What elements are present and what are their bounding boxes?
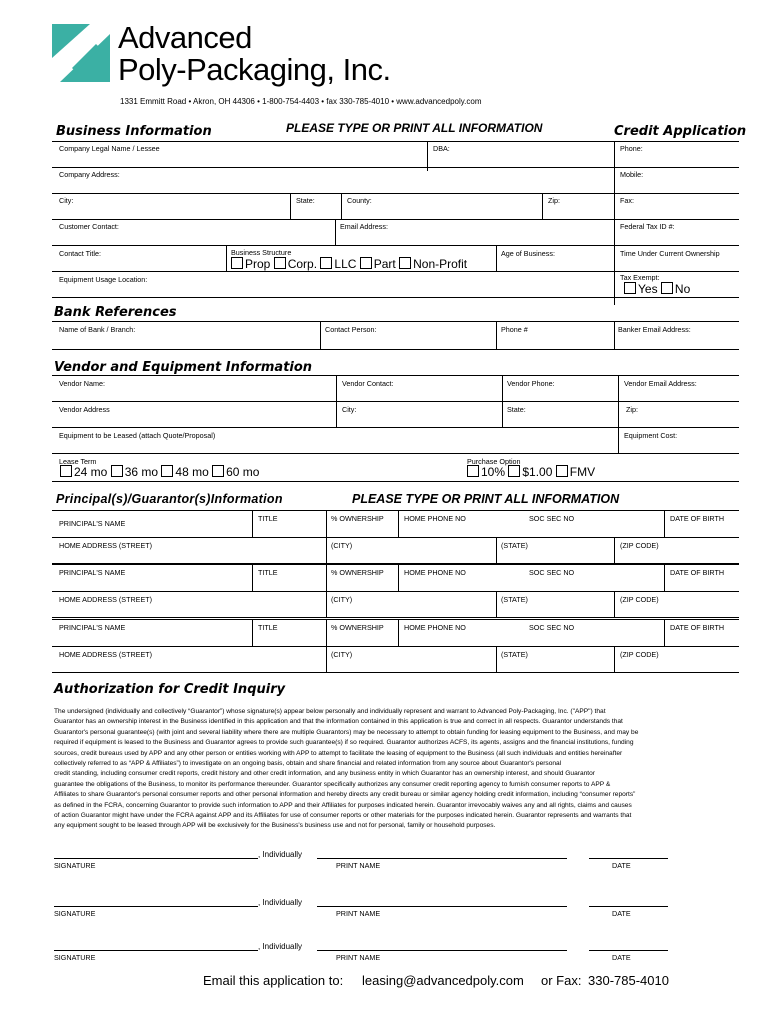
signature-label: SIGNATURE [54,953,96,962]
state-label: State: [296,196,315,205]
tax-exempt-label: Tax Exempt: [620,273,660,282]
authorization-line: any equipment sought to be leased through APP will be exclusively for the Business's business use and not for personal, family or household purposes. [54,822,496,830]
credit-application-header: Credit Application [614,124,747,139]
structure-nonprofit-checkbox[interactable]: Non-Profit [399,257,467,271]
principal-home-phone-label: HOME PHONE NO [404,623,466,632]
authorization-line: as defined in the FCRA, concerning Guarantor to provide such information to APP and their Affiliates for purposes indicated herein. Guarantor irrevocably waives any and all rights, claims and causes [54,801,632,809]
vendor-contact-label: Vendor Contact: [342,379,394,388]
principal-home-phone-label: HOME PHONE NO [404,568,466,577]
principals-header: Principal(s)/Guarantor(s)Information [56,492,283,506]
company-name-line1: Advanced [118,20,252,55]
principal-name-label: PRINCIPAL'S NAME [59,519,126,528]
vendor-city-label: City: [342,405,357,414]
tax-exempt-yes-checkbox[interactable]: Yes [624,282,658,296]
equipment-cost-label: Equipment Cost: [624,431,678,440]
authorization-line: Guarantor has an ownership interest in the Business identified in this application and that the information contained in this application is true and correct in all respects. Guarantor understands that [54,718,623,726]
principal-name-label: PRINCIPAL'S NAME [59,623,126,632]
principal-zip-label: (ZIP CODE) [620,541,659,550]
business-structure-label: Business Structure [231,248,292,257]
principal-soc-sec-label: SOC SEC NO [529,623,575,632]
authorization-header: Authorization for Credit Inquiry [54,682,286,697]
footer-fax-label: or Fax: [541,973,582,988]
dba-label: DBA: [433,144,450,153]
principal-dob-label: DATE OF BIRTH [670,623,725,632]
authorization-line: The undersigned (individually and collectively “Guarantor”) whose signature(s) appear below personally and individually represent and warrant to Advanced Poly-Packaging, Inc. ("APP") that [54,708,606,715]
email-address-label: Email Address: [340,222,388,231]
principal-state-label: (STATE) [501,541,528,550]
structure-corp-checkbox[interactable]: Corp. [274,257,317,271]
authorization-line: credit standing, including consumer credit reports, credit history and other credit information, and any business entity in which Guarantor has an ownership interest, and should Guarantor [54,770,595,778]
zip-label: Zip: [548,196,560,205]
principal-soc-sec-label: SOC SEC NO [529,568,575,577]
principal-title-label: TITLE [258,568,278,577]
authorization-line: Guarantor's personal guarantee(s) (with joint and several liability where there are multiple Guarantors) may be necessary to attempt to obtain funding for leasing equipment to the Business, and may be [54,728,639,736]
contact-title-label: Contact Title: [59,249,101,258]
company-logo [52,24,112,84]
vendor-name-label: Vendor Name: [59,379,105,388]
authorization-line: required if equipment is leased to the Business and Guarantor agrees to provide such guarantee(s) if so required. Guarantor authorizes ACFS, its agents, assigns and the financial institutions, funding [54,739,634,747]
footer-email-label: Email this application to: [203,973,344,988]
individually-label: , Individually [258,850,303,859]
please-type-header-2: PLEASE TYPE OR PRINT ALL INFORMATION [352,492,620,506]
purchase-option-label: Purchase Option [467,457,521,466]
principal-title-label: TITLE [258,514,278,523]
individually-label: , Individually [258,898,303,907]
principal-soc-sec-label: SOC SEC NO [529,514,575,523]
principal-zip-label: (ZIP CODE) [620,595,659,604]
banker-email-label: Banker Email Address: [618,325,691,334]
authorization-paragraph [54,707,734,832]
principal-city-label: (CITY) [331,541,353,550]
authorization-line: guarantee the obligations of the Business, to monitor its performance thereunder. Guarantor specifically authorizes any consumer credit reporting agency to furnish consumer reports to APP & [54,780,611,788]
principal-ownership-label: % OWNERSHIP [331,514,384,523]
principal-home-address-label: HOME ADDRESS (STREET) [59,541,153,550]
footer-fax-value: 330-785-4010 [588,973,669,988]
print-name-line[interactable] [317,858,567,859]
purchase-10-checkbox[interactable]: 10% [467,465,505,479]
tax-exempt-no-checkbox[interactable]: No [661,282,690,296]
principal-ownership-label: % OWNERSHIP [331,568,384,577]
principal-title-label: TITLE [258,623,278,632]
print-name-line[interactable] [317,950,567,951]
date-label: DATE [612,861,631,870]
signature-label: SIGNATURE [54,861,96,870]
signature-label: SIGNATURE [54,909,96,918]
equipment-leased-label: Equipment to be Leased (attach Quote/Proposal) [59,431,216,440]
business-information-header: Business Information [56,124,212,139]
principal-state-label: (STATE) [501,595,528,604]
lease-term-label: Lease Term [59,457,97,466]
authorization-line: sources, credit bureaus used by APP and any other person or entities working with APP to attempt to facilitate the leasing of equipment to the Business (all such individuals and entities hereinafter [54,749,623,757]
principal-city-label: (CITY) [331,595,353,604]
bank-phone-label: Phone # [501,325,528,334]
county-label: County: [347,196,372,205]
principal-zip-label: (ZIP CODE) [620,650,659,659]
print-name-label: PRINT NAME [336,909,381,918]
phone-label: Phone: [620,144,643,153]
principal-dob-label: DATE OF BIRTH [670,514,725,523]
bank-contact-person-label: Contact Person: [325,325,377,334]
authorization-line: of action Guarantor might have under the FCRA against APP and its Affiliates for use of consumer reports or other materials for the purposes indicated herein. Guarantor represents and warrants that [54,812,632,820]
equipment-usage-location-label: Equipment Usage Location: [59,275,148,284]
please-type-header: PLEASE TYPE OR PRINT ALL INFORMATION [286,121,543,135]
principal-home-address-label: HOME ADDRESS (STREET) [59,595,153,604]
lease-24-checkbox[interactable]: 24 mo [60,465,107,479]
principal-dob-label: DATE OF BIRTH [670,568,725,577]
principal-city-label: (CITY) [331,650,353,659]
authorization-line: Affiliates to share Guarantor's personal consumer reports and other personal information and hereby directs any credit bureau or similar agency holding credit information, including “consumer reports” [54,791,636,799]
fax-label: Fax: [620,196,634,205]
lease-60-checkbox[interactable]: 60 mo [212,465,259,479]
structure-prop-checkbox[interactable]: Prop [231,257,270,271]
date-line[interactable] [589,950,668,951]
logo-mark-icon [52,24,112,84]
lease-48-checkbox[interactable]: 48 mo [161,465,208,479]
structure-llc-checkbox[interactable]: LLC [320,257,356,271]
company-address-line: 1331 Emmitt Road • Akron, OH 44306 • 1-800-754-4403 • fax 330-785-4010 • www.advancedpoly.com [120,97,482,106]
mobile-label: Mobile: [620,170,644,179]
principal-state-label: (STATE) [501,650,528,659]
vendor-email-label: Vendor Email Address: [624,379,697,388]
bank-references-header: Bank References [54,305,177,320]
lease-term-options [60,465,259,479]
footer-email-value[interactable]: leasing@advancedpoly.com [362,973,524,988]
federal-tax-id-label: Federal Tax ID #: [620,222,675,231]
legal-name-label: Company Legal Name / Lessee [59,144,160,153]
city-label: City: [59,196,74,205]
purchase-fmv-checkbox[interactable]: FMV [556,465,595,479]
purchase-1dollar-checkbox[interactable]: $1.00 [508,465,552,479]
bank-name-label: Name of Bank / Branch: [59,325,136,334]
date-line[interactable] [589,858,668,859]
age-of-business-label: Age of Business: [501,249,555,258]
structure-part-checkbox[interactable]: Part [360,257,396,271]
print-name-line[interactable] [317,906,567,907]
individually-label: , Individually [258,942,303,951]
date-label: DATE [612,953,631,962]
principal-name-label: PRINCIPAL'S NAME [59,568,126,577]
customer-contact-label: Customer Contact: [59,222,119,231]
company-address-label: Company Address: [59,170,120,179]
signature-line[interactable] [54,950,258,951]
vendor-address-label: Vendor Address [59,405,110,414]
structure-options [231,257,467,271]
authorization-line: collectively referred to as “APP & Affiliates”) to investigate on an ongoing basis, obtain and share financial and related information from any source about Guarantor's personal [54,760,562,768]
vendor-zip-label: Zip: [626,405,638,414]
vendor-equipment-header: Vendor and Equipment Information [54,360,313,375]
lease-36-checkbox[interactable]: 36 mo [111,465,158,479]
print-name-label: PRINT NAME [336,953,381,962]
time-under-ownership-label: Time Under Current Ownership [620,249,720,258]
vendor-phone-label: Vendor Phone: [507,379,555,388]
signature-line[interactable] [54,906,258,907]
purchase-options [467,465,595,479]
tax-exempt-options [624,282,690,296]
company-name-line2: Poly-Packaging, Inc. [118,52,391,87]
principal-home-phone-label: HOME PHONE NO [404,514,466,523]
signature-line[interactable] [54,858,258,859]
principal-home-address-label: HOME ADDRESS (STREET) [59,650,153,659]
principal-ownership-label: % OWNERSHIP [331,623,384,632]
date-line[interactable] [589,906,668,907]
vendor-state-label: State: [507,405,526,414]
date-label: DATE [612,909,631,918]
print-name-label: PRINT NAME [336,861,381,870]
